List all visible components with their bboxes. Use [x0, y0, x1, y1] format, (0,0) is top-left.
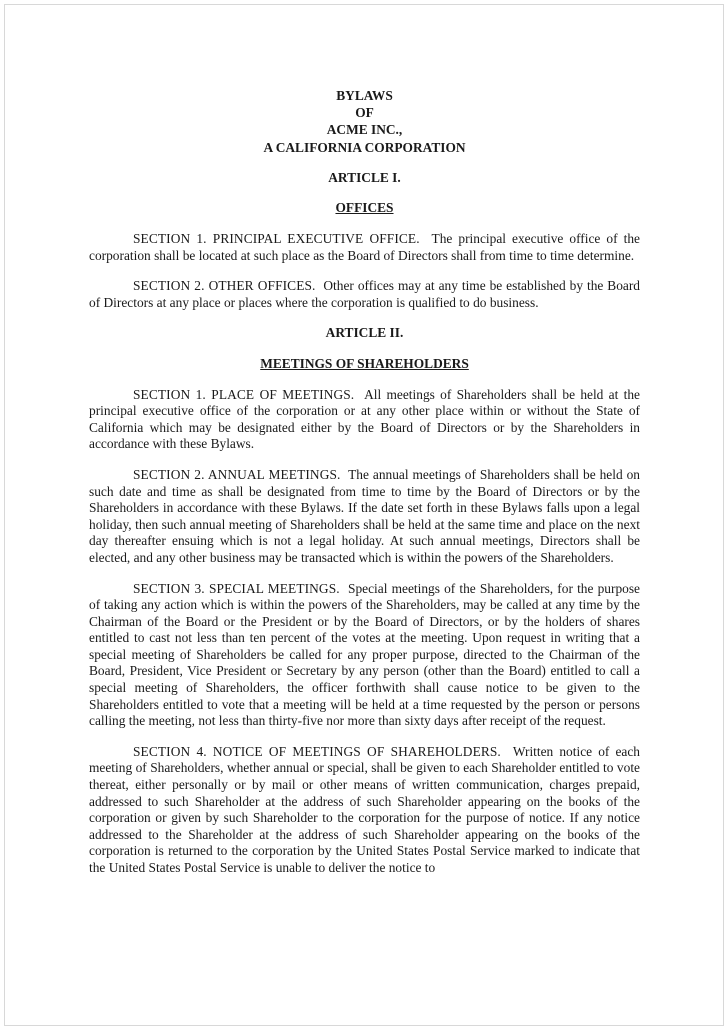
section-label: SECTION 2. OTHER OFFICES.: [133, 278, 316, 294]
title-line-4: A CALIFORNIA CORPORATION: [263, 139, 466, 155]
section-text: All meetings of Shareholders shall be held at the principal executive office of the corporation or at any other place within or without the State of California which may be designated either by the Board of Directors or by the Shareholders in accordance with these Bylaws.: [89, 386, 640, 452]
section-text: Written notice of each meeting of Shareholders, whether annual or special, shall be given to each Shareholder entitled to vote thereat, either personally or by mail or other means of written communication, charges prepaid, addressed to such Shareholder at the address of such Shareholder appearing on the books of the corporation or given by such Shareholder to the corporation for the purpose of notice. If any notice addressed to the Shareholder at the address of such Shareholder appearing on the books of the corporation is returned to the corporation by the United States Postal Service marked to indicate that the United States Postal Service is unable to deliver the notice to: [89, 743, 640, 875]
title-line-2: OF: [355, 105, 374, 121]
article-2-subheading: [89, 356, 640, 373]
section-text: The principal executive office of the corporation shall be located at such place as the Board of Directors shall from time to time determine.: [89, 231, 640, 263]
title-line-1: BYLAWS: [336, 88, 393, 103]
article-2-section-3: [89, 581, 640, 730]
article-1-subheading: [89, 200, 640, 217]
article-1-section-2: [89, 278, 640, 311]
section-text: The annual meetings of Shareholders shall be held on such date and time as shall be designated from time to time by the Board of Directors or by the Shareholders in accordance with these Bylaws. If the date set forth in these Bylaws falls upon a legal holiday, then such annual meeting of Shareholders shall be held at the same time and place on the next day thereafter ensuing which is not a legal holiday. At such annual meetings, Directors shall be elected, and any other business may be transacted which is within the powers of the Shareholders.: [89, 466, 640, 565]
section-label: SECTION 2. ANNUAL MEETINGS.: [133, 466, 341, 482]
article-2-section-1: [89, 387, 640, 453]
section-label: SECTION 1. PRINCIPAL EXECUTIVE OFFICE.: [133, 231, 420, 246]
article-1-subheading-text: OFFICES: [335, 200, 394, 216]
article-2-heading: ARTICLE II.: [325, 325, 404, 341]
section-text: Other offices may at any time be established by the Board of Directors at any place or places where the corporation is qualified to do business.: [89, 278, 640, 310]
article-2-section-4: [89, 744, 640, 877]
article-1-heading: ARTICLE I.: [328, 169, 401, 185]
section-label: SECTION 4. NOTICE OF MEETINGS OF SHAREHOLDERS.: [133, 743, 501, 759]
section-label: SECTION 3. SPECIAL MEETINGS.: [133, 580, 340, 596]
title-line-3: ACME INC.,: [326, 122, 403, 138]
article-1-section-1: [89, 231, 640, 264]
bylaws-document: [89, 87, 640, 877]
section-label: SECTION 1. PLACE OF MEETINGS.: [133, 386, 355, 402]
section-text: Special meetings of the Shareholders, for the purpose of taking any action which is within the powers of the Shareholders, may be called at any time by the Chairman of the Board or the President or by the Board of Directors, or by the holders of shares entitled to cast not less than ten percent of the votes at the meeting. Upon request in writing that a special meeting of Shareholders be called for any proper purpose, directed to the Chairman of the Board, President, Vice President or Secretary by any person (other than the Board) entitled to call a special meeting of Shareholders, the officer forthwith shall cause notice to be given to the Shareholders entitled to vote that a meeting will be held at a time requested by the person or persons calling the meeting, not less than thirty-five nor more than sixty days after receipt of the request.: [89, 580, 640, 729]
article-2-section-2: [89, 467, 640, 567]
document-title: [89, 87, 640, 156]
article-2-subheading-text: MEETINGS OF SHAREHOLDERS: [260, 355, 469, 371]
